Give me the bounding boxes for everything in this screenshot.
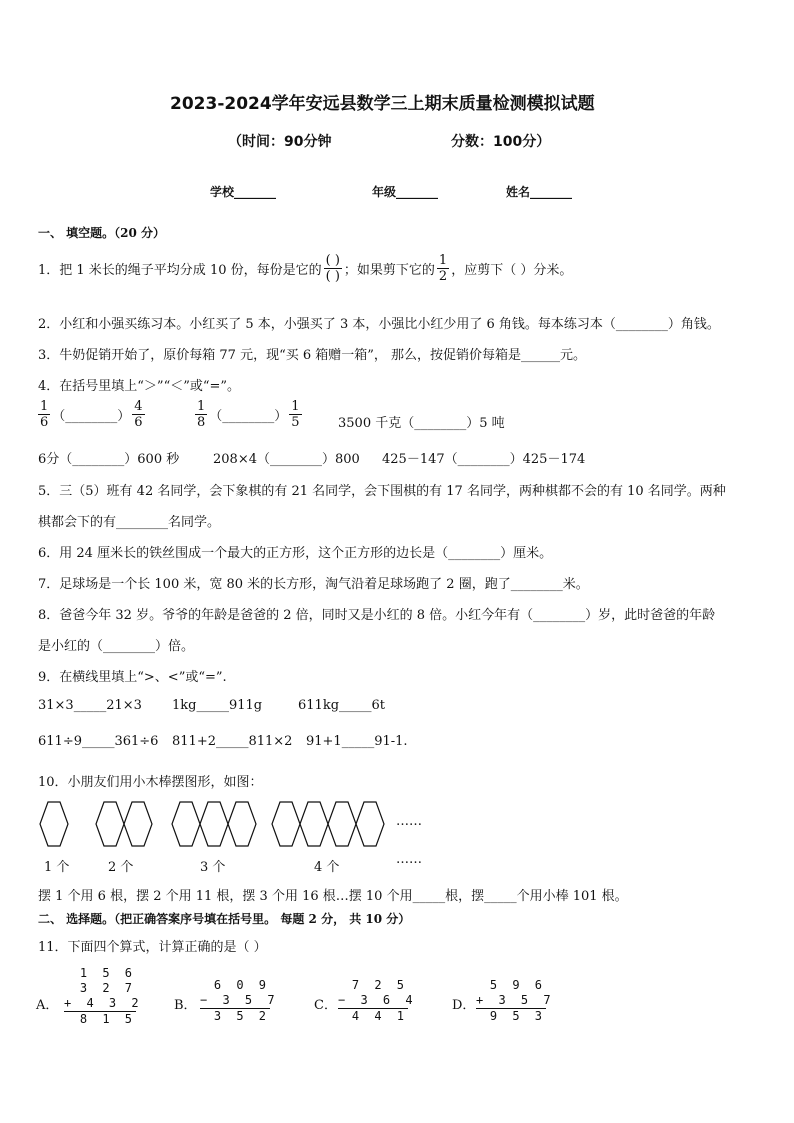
question-10-tail: 摆 1 个用 6 根，摆 2 个用 11 根，摆 3 个用 16 根…摆 10 个用_____根，摆_____个用小棒 101 根。 bbox=[38, 889, 628, 904]
school-field[interactable]: 学校_______ bbox=[210, 185, 277, 199]
hexagon-figures bbox=[30, 798, 390, 850]
fraction-num: 1 bbox=[197, 399, 206, 414]
calc-row: 5 9 6 bbox=[489, 978, 546, 992]
calc-row: 7 2 5 bbox=[351, 978, 408, 992]
question-5-line1: 5．三（5）班有 42 名同学，会下象棋的有 21 名同学，会下围棋的有 17 名同学，两种棋都不会的有 10 名同学。两种 bbox=[38, 484, 726, 499]
q9-item: 1kg_____911g bbox=[172, 698, 263, 713]
figure-label: 1 个 bbox=[44, 860, 70, 875]
q4-compare-5: 208×4（________）800 bbox=[213, 452, 360, 467]
fraction-den: 2 bbox=[438, 269, 448, 284]
hexagon bbox=[200, 802, 228, 846]
fraction-blank[interactable] bbox=[324, 254, 342, 283]
q9-item: 91+1_____91-1. bbox=[306, 734, 408, 749]
fraction bbox=[195, 400, 207, 429]
calc-result: 8 1 5 bbox=[64, 1011, 136, 1027]
q4-compare-2 bbox=[193, 400, 304, 429]
compare-blank[interactable]: （________） bbox=[52, 409, 131, 424]
page-title: 2023-2024学年安远县数学三上期末质量检测模拟试题 bbox=[170, 94, 595, 114]
hexagon bbox=[356, 802, 384, 846]
option-d-label[interactable]: D． bbox=[452, 998, 476, 1013]
question-9-stem: 9．在横线里填上“>、<”或“=”. bbox=[38, 670, 227, 685]
section-heading: 一、 填空题。（20 分） bbox=[38, 226, 166, 240]
figure-label: 3 个 bbox=[200, 860, 226, 875]
option-c-calc bbox=[338, 978, 417, 1024]
calc-row: 1 5 6 bbox=[79, 966, 136, 980]
fraction bbox=[38, 400, 50, 429]
q4-compare-3: 3500 千克（________）5 吨 bbox=[338, 416, 505, 431]
figure-label: 2 个 bbox=[108, 860, 134, 875]
question-10-stem: 10．小朋友们用小木棒摆图形，如图： bbox=[38, 775, 263, 790]
question-1 bbox=[38, 254, 572, 283]
calc-row: + 3 5 7 bbox=[476, 993, 555, 1007]
question-3: 3．牛奶促销开始了，原价每箱 77 元，现“买 6 箱赠一箱”， 那么，按促销价每箱是______元。 bbox=[38, 348, 587, 363]
fraction bbox=[289, 400, 301, 429]
calc-row: 6 0 9 bbox=[213, 978, 270, 992]
q1-text-c: ，应剪下（ ）分米。 bbox=[451, 263, 573, 278]
ellipsis: …… bbox=[396, 814, 422, 829]
q1-text-a: 1．把 1 米长的绳子平均分成 10 份，每份是它的 bbox=[38, 263, 322, 278]
fraction-half bbox=[437, 254, 449, 283]
q9-item: 611kg_____6t bbox=[298, 698, 386, 713]
hexagon bbox=[328, 802, 356, 846]
q4-compare-4: 6分（________）600 秒 bbox=[38, 452, 180, 467]
calc-result: 4 4 1 bbox=[338, 1008, 408, 1024]
fraction-num: ( ) bbox=[325, 253, 340, 268]
question-6: 6．用 24 厘米长的铁丝围成一个最大的正方形，这个正方形的边长是（________）厘米。 bbox=[38, 546, 553, 561]
hexagon bbox=[300, 802, 328, 846]
fraction-den: ( ) bbox=[325, 269, 340, 284]
ellipsis: …… bbox=[396, 852, 422, 867]
fraction-num: 1 bbox=[40, 399, 49, 414]
fraction-num: 4 bbox=[134, 399, 143, 414]
question-2: 2．小红和小强买练习本。小红买了 5 本，小强买了 3 本，小强比小红少用了 6 角钱。每本练习本（________）角钱。 bbox=[38, 317, 720, 332]
option-c-label[interactable]: C． bbox=[314, 998, 337, 1013]
hexagon bbox=[228, 802, 256, 846]
figure-label: 4 个 bbox=[314, 860, 340, 875]
q4-compare-1 bbox=[36, 400, 147, 429]
fraction-den: 6 bbox=[134, 415, 143, 430]
option-a-calc bbox=[64, 966, 143, 1027]
section-heading: 二、 选择题。（把正确答案序号填在括号里。 每题 2 分， 共 10 分） bbox=[38, 912, 411, 926]
fraction-den: 8 bbox=[197, 415, 206, 430]
name-field[interactable]: 姓名_______ bbox=[506, 185, 573, 199]
question-5-line2: 棋都会下的有________名同学。 bbox=[38, 515, 221, 530]
calc-row: + 4 3 2 bbox=[64, 996, 143, 1010]
hexagon bbox=[40, 802, 68, 846]
calc-result: 3 5 2 bbox=[200, 1008, 270, 1024]
question-4-stem: 4．在括号里填上“＞”“＜”或“=”。 bbox=[38, 379, 241, 394]
calc-result: 9 5 3 bbox=[476, 1008, 546, 1024]
q9-item: 611÷9_____361÷6 bbox=[38, 734, 159, 749]
option-b-calc bbox=[200, 978, 279, 1024]
fraction-den: 5 bbox=[291, 415, 300, 430]
exam-time: （时间：90分钟 bbox=[228, 134, 332, 150]
q9-item: 811+2_____811×2 bbox=[172, 734, 293, 749]
question-8-line2: 是小红的（________）倍。 bbox=[38, 639, 195, 654]
q9-item: 31×3_____21×3 bbox=[38, 698, 142, 713]
q4-compare-6: 425－147（________）425－174 bbox=[382, 452, 586, 467]
fraction-num: 1 bbox=[291, 399, 300, 414]
option-d-calc bbox=[476, 978, 555, 1024]
hexagon bbox=[124, 802, 152, 846]
q1-text-b: ；如果剪下它的 bbox=[343, 263, 435, 278]
question-7: 7．足球场是一个长 100 米，宽 80 米的长方形，淘气沿着足球场跑了 2 圈，跑了________米。 bbox=[38, 577, 589, 592]
question-8-line1: 8．爸爸今年 32 岁。爷爷的年龄是爸爸的 2 倍，同时又是小红的 8 倍。小红今年有（________）岁，此时爸爸的年龄 bbox=[38, 608, 716, 623]
grade-field[interactable]: 年级_______ bbox=[372, 185, 439, 199]
fraction-num: 1 bbox=[438, 253, 448, 268]
compare-blank[interactable]: （________） bbox=[209, 409, 288, 424]
fraction bbox=[132, 400, 144, 429]
exam-score: 分数：100分） bbox=[451, 134, 551, 150]
hexagon bbox=[172, 802, 200, 846]
calc-row: − 3 5 7 bbox=[200, 993, 279, 1007]
hexagon bbox=[272, 802, 300, 846]
option-a-label[interactable]: A． bbox=[36, 998, 59, 1013]
calc-row: − 3 6 4 bbox=[338, 993, 417, 1007]
option-b-label[interactable]: B． bbox=[174, 998, 197, 1013]
fraction-den: 6 bbox=[40, 415, 49, 430]
calc-row: 3 2 7 bbox=[79, 981, 136, 995]
question-11-stem: 11．下面四个算式，计算正确的是（ ） bbox=[38, 940, 267, 955]
hexagon bbox=[96, 802, 124, 846]
